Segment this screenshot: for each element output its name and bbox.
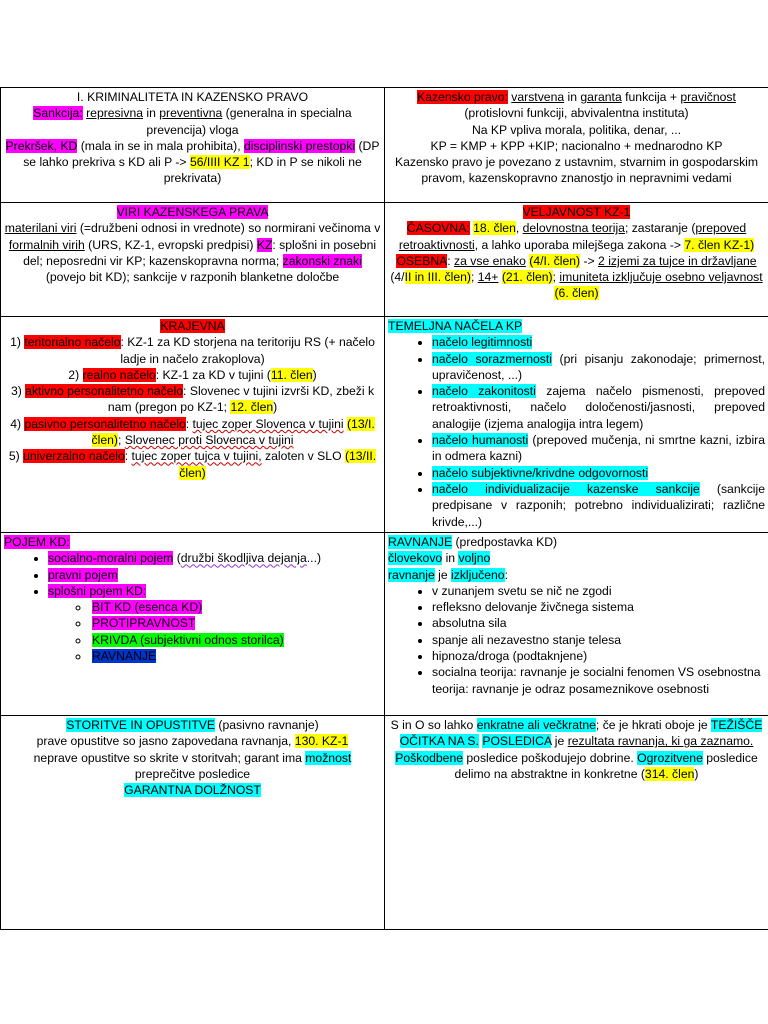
cell-validity bbox=[385, 203, 768, 317]
list-item: 5) univerzalno načelo: tujec zoper tujca v tujini, zaloten v SLO (13/II. člen) bbox=[8, 449, 377, 480]
list-item: • socialno-moralni pojem (družbi škodljiva dejanja...) bbox=[48, 550, 381, 566]
list-item: 2) realno načelo: KZ-1 za KD v tujini (11. člen) bbox=[68, 367, 317, 382]
concept-sublist bbox=[48, 599, 381, 664]
influence-line: Na KP vpliva morala, politika, denar, ... bbox=[471, 122, 682, 137]
list-item: ◦ PROTIPRAVNOST bbox=[90, 615, 381, 631]
notes-table bbox=[0, 87, 768, 930]
list-item: ◦ RAVNANJE bbox=[90, 648, 381, 664]
cell-concept bbox=[1, 533, 385, 716]
list-item: 4) pasivno personalitetno načelo: tujec zoper Slovenca v tujini (13/I. člen); Slovenec proti Slovenca v tujini bbox=[10, 416, 375, 448]
list-item: • hipnoza/droga (podtaknjene) bbox=[432, 648, 765, 664]
list-item: • absolutna sila bbox=[432, 615, 765, 631]
list-item: • spanje ali nezavestno stanje telesa bbox=[432, 632, 765, 648]
territorial-list bbox=[4, 334, 381, 481]
concept-title: POJEM KD: bbox=[4, 535, 70, 549]
list-item: • načelo legitimnosti bbox=[432, 334, 765, 350]
cell-consequence bbox=[385, 716, 768, 930]
principles-title: TEMELJNA NAČELA KP bbox=[388, 319, 523, 333]
list-item: ◦ KRIVDA (subjektivni odnos storilca) bbox=[90, 632, 381, 648]
list-item: ◦ BIT KD (esenca KD) bbox=[90, 599, 381, 615]
cell-acts bbox=[1, 716, 385, 930]
list-item: • načelo zakonitosti zajema načelo pismenosti, prepoved retroaktivnosti, načelo določenosti/jasnosti, prepoved analogije (izjema analogija intra legem) bbox=[432, 383, 765, 432]
list-item: • refleksno delovanje živčnega sistema bbox=[432, 599, 765, 615]
list-item: • načelo sorazmernosti (pri pisanju zakonodaje; primernost, upravičenost, ...) bbox=[432, 351, 765, 384]
improper-omissions: neprave opustitve so skrite v storitvah; garant ima možnost preprečitve posledice bbox=[33, 750, 352, 781]
conduct-excluded: ravnanje je izključeno: bbox=[388, 567, 508, 582]
list-item: 3) aktivno personalitetno načelo: Slovenec v tujini izvrši KD, zbeži k nam (pregon po KZ-1; 12. člen) bbox=[10, 384, 375, 415]
cell-criminality bbox=[1, 88, 385, 203]
cell-territorial bbox=[1, 317, 385, 533]
guarantor-duty: GARANTNA DOLŽNOST bbox=[124, 783, 261, 798]
concept-list bbox=[4, 550, 381, 664]
formula-line: KP = KMP + KPP +KIP; nacionalno + mednarodno KP bbox=[430, 138, 723, 153]
cell-conduct bbox=[385, 533, 768, 716]
cell-sources bbox=[1, 203, 385, 317]
list-item: • načelo humanosti (prepoved mučenja, ni smrtne kazni, izbira in odmera kazni) bbox=[432, 432, 765, 465]
cell-criminal-law bbox=[385, 88, 768, 203]
sources-text: materilani viri (=družbeni odnosi in vrednote) so normirani večinoma v formalnih virih (URS, KZ-1, evropski predpisi) KZ: splošni in posebni del; neposredni vir KP; kazenskopravna norma; zakonski znaki (povejo bit KD); sankcije v razponih blanketne določbe bbox=[4, 221, 381, 285]
criminality-title: I. KRIMINALITETA IN KAZENSKO PRAVO bbox=[76, 90, 309, 104]
territorial-title: KRAJEVNA bbox=[160, 319, 225, 333]
list-item: • načelo subjektivne/krivdne odgovornosti bbox=[432, 465, 765, 481]
list-item: 1) teritorialno načelo: KZ-1 za KD storjena na teritoriju RS (+ načelo ladje in načelo zrakoplova) bbox=[10, 335, 375, 366]
list-item: • pravni pojem bbox=[48, 567, 381, 583]
conduct-title: RAVNANJE (predpostavka KD) bbox=[388, 535, 558, 549]
validity-title: VELJAVNOST KZ-1 bbox=[522, 205, 631, 219]
personal-line: OSEBNA: za vse enako (4/I. člen) -> 2 izjemi za tujce in državljane (4/II in III. člen); 14+ (21. člen); imuniteta izključuje osebno veljavnost (6. člen) bbox=[390, 253, 763, 301]
list-item: • v zunanjem svetu se nič ne zgodi bbox=[432, 583, 765, 599]
consequence-text: S in O so lahko enkratne ali večkratne; če je hkrati oboje je TEŽIŠČE OČITKA NA S. POSLEDICA je rezultata ravnanja, ki ga zaznamo. Poškodbene posledice poškodujejo dobrine. Ogrozitvene posledice delimo na abstraktne in konkretne (314. člen) bbox=[390, 718, 763, 781]
list-item: • načelo individualizacije kazenske sankcije (sankcije predpisane v razponih; potrebno individualizirati; različne krivde,...) bbox=[432, 481, 765, 530]
temporal-line: ČASOVNA: 18. člen, delovnostna teorija; zastaranje (prepoved retroaktivnosti, a lahko uporaba milejšega zakona -> 7. člen KZ-1) bbox=[398, 221, 755, 252]
acts-title: STORITVE IN OPUSTITVE (pasivno ravnanje) bbox=[66, 718, 319, 732]
principles-list bbox=[388, 334, 765, 530]
conduct-line: človekovo in voljno bbox=[388, 551, 491, 566]
conduct-list bbox=[388, 583, 765, 697]
criminal-law-line: Kazensko pravo: varstvena in garanta funkcija + pravičnost (protislovni funkciji, abvivalentna instituta) bbox=[417, 90, 736, 121]
sources-title: VIRI KAZENSKEGA PRAVA bbox=[116, 205, 269, 219]
sanction-line: Sankcija: represivna in preventivna (generalna in specialna prevencija) vloga bbox=[33, 106, 352, 137]
cell-principles bbox=[385, 317, 768, 533]
list-item: • splošni pojem KD: ◦ BIT KD (esenca KD) ◦ PROTIPRAVNOST ◦ KRIVDA (subjektivni odnos storilca) ◦ RAVNANJE bbox=[48, 583, 381, 664]
list-item: • socialna teorija: ravnanje je socialni fenomen VS osebnostna teorija: ravnanje je odraz posameznikove osebnosti bbox=[432, 664, 765, 697]
proper-omissions: prave opustitve so jasno zapovedana ravnanja, 130. KZ-1 bbox=[36, 734, 349, 749]
relation-line: Kazensko pravo je povezano z ustavnim, stvarnim in gospodarskim pravom, kazenskopravno znanostjo in nepravnimi vedami bbox=[394, 155, 759, 186]
offense-line: Prekršek, KD (mala in se in mala prohibita), disciplinski prestopki (DP se lahko prekriva s KD ali P -> 56/IIII KZ 1; KD in P se nikoli ne prekrivata) bbox=[5, 138, 380, 186]
